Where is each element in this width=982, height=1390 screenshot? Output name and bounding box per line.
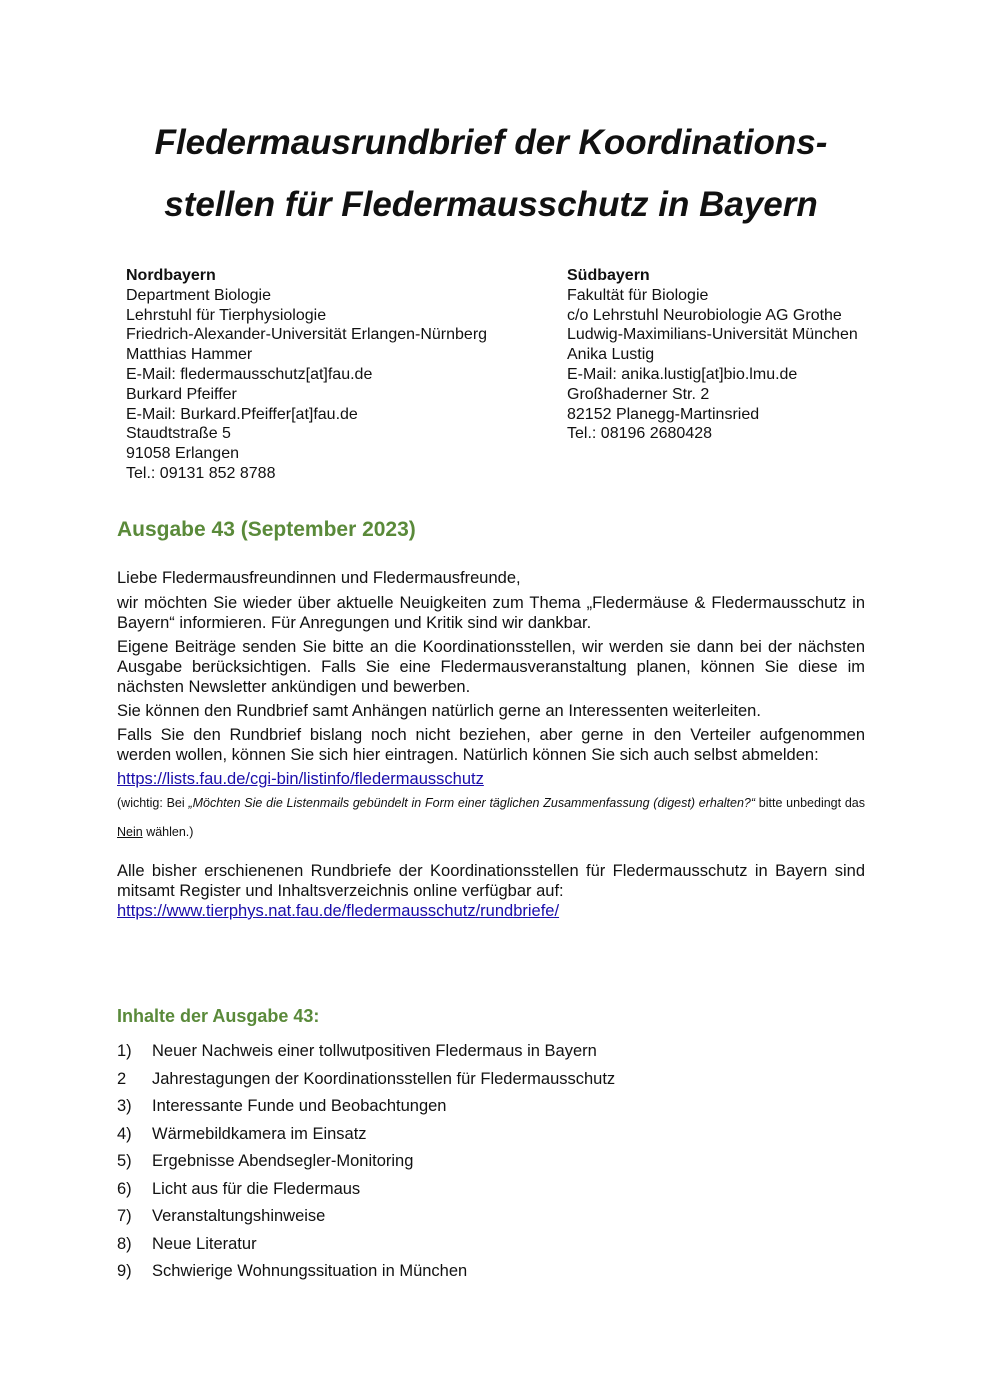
item-text: Schwierige Wohnungssituation in München bbox=[152, 1262, 468, 1280]
archive-link[interactable]: https://www.tierphys.nat.fau.de/fledermausschutz/rundbriefe/ bbox=[117, 902, 560, 920]
item-number: 2 bbox=[117, 1069, 127, 1088]
list-item bbox=[117, 1038, 877, 1066]
archive-paragraph: Alle bisher erschienenen Rundbriefe der Koordinationsstellen für Fledermausschutz in Bayern sind mitsamt Register und Inhaltsverzeichnis online verfügbar auf: bbox=[117, 862, 865, 900]
contents-heading: Inhalte der Ausgabe 43: bbox=[117, 1006, 320, 1026]
document-title bbox=[0, 112, 982, 236]
list-item bbox=[117, 1093, 877, 1121]
list-item bbox=[117, 1176, 877, 1204]
item-text: Jahrestagungen der Koordinationsstellen für Fledermausschutz bbox=[152, 1069, 616, 1088]
address-suedbayern bbox=[567, 266, 957, 444]
issue-heading: Ausgabe 43 (September 2023) bbox=[117, 518, 416, 541]
item-number: 8) bbox=[117, 1234, 132, 1253]
intro-paragraph: wir möchten Sie wieder über aktuelle Neuigkeiten zum Thema „Fledermäuse & Fledermausschutz in Bayern“ informieren. Für Anregungen und Kritik sind wir dankbar. bbox=[117, 594, 865, 632]
address-line: Lehrstuhl für Tierphysiologie bbox=[126, 306, 327, 324]
address-heading-nord: Nordbayern bbox=[126, 267, 216, 284]
address-line: 91058 Erlangen bbox=[126, 445, 239, 463]
address-heading-sued: Südbayern bbox=[567, 267, 650, 284]
intro-paragraph: Falls Sie den Rundbrief bislang noch nicht beziehen, aber gerne in den Verteiler aufgenommen werden wollen, können Sie sich hier eintragen. Natürlich können Sie sich auch selbst abmelden: bbox=[117, 726, 865, 764]
note-mid: bitte unbedingt das bbox=[755, 796, 866, 810]
address-line: Burkard Pfeiffer bbox=[126, 385, 237, 403]
list-item bbox=[117, 1148, 877, 1176]
note-italic: „Möchten Sie die Listenmails gebündelt in Form einer täglichen Zusammenfassung (digest) erhalten?“ bbox=[188, 796, 756, 810]
title-line-2: stellen für Fledermausschutz in Bayern bbox=[164, 185, 818, 224]
item-text: Veranstaltungshinweise bbox=[152, 1207, 326, 1225]
mailing-list-link[interactable]: https://lists.fau.de/cgi-bin/listinfo/fledermausschutz bbox=[117, 770, 484, 788]
item-text: Neue Literatur bbox=[152, 1234, 257, 1253]
address-line: E-Mail: Burkard.Pfeiffer[at]fau.de bbox=[126, 405, 358, 423]
address-line: Anika Lustig bbox=[567, 346, 655, 364]
list-item bbox=[117, 1231, 877, 1259]
item-text: Wärmebildkamera im Einsatz bbox=[152, 1124, 367, 1143]
intro-paragraph: Sie können den Rundbrief samt Anhängen natürlich gerne an Interessenten weiterleiten. bbox=[117, 702, 761, 720]
address-line: Fakultät für Biologie bbox=[567, 286, 709, 304]
address-line: c/o Lehrstuhl Neurobiologie AG Grothe bbox=[567, 306, 842, 324]
address-line: Staudtstraße 5 bbox=[126, 425, 231, 443]
item-text: Neuer Nachweis einer tollwutpositiven Fledermaus in Bayern bbox=[152, 1042, 597, 1060]
item-text: Licht aus für die Fledermaus bbox=[152, 1179, 361, 1198]
item-number: 1) bbox=[117, 1042, 132, 1060]
intro-section bbox=[117, 568, 865, 921]
address-line: Tel.: 09131 852 8788 bbox=[126, 464, 276, 482]
address-line: Ludwig-Maximilians-Universität München bbox=[567, 326, 858, 344]
title-line-1: Fledermausrundbrief der Koordinations- bbox=[154, 123, 828, 162]
address-line: 82152 Planegg-Martinsried bbox=[567, 405, 760, 423]
address-line: E-Mail: fledermausschutz[at]fau.de bbox=[126, 365, 373, 383]
address-nordbayern bbox=[126, 266, 546, 484]
list-item bbox=[117, 1203, 877, 1231]
greeting: Liebe Fledermausfreundinnen und Fledermausfreunde, bbox=[117, 569, 521, 587]
list-item bbox=[117, 1258, 877, 1286]
item-number: 3) bbox=[117, 1097, 132, 1115]
address-line: Friedrich-Alexander-Universität Erlangen-Nürnberg bbox=[126, 326, 488, 344]
item-number: 4) bbox=[117, 1124, 132, 1143]
list-item bbox=[117, 1066, 877, 1094]
note-nein: Nein bbox=[117, 825, 143, 839]
address-line: E-Mail: anika.lustig[at]bio.lmu.de bbox=[567, 365, 798, 383]
item-number: 6) bbox=[117, 1179, 132, 1198]
address-line: Matthias Hammer bbox=[126, 346, 253, 364]
list-item bbox=[117, 1121, 877, 1149]
note-prefix: (wichtig: Bei bbox=[117, 796, 189, 810]
intro-paragraph: Eigene Beiträge senden Sie bitte an die Koordinationsstellen, wir werden sie dann bei der nächsten Ausgabe berücksichtigen. Falls Sie eine Fledermausveranstaltung planen, können Sie diese im nächsten Newsletter ankündigen und bewerben. bbox=[117, 638, 865, 696]
address-line: Tel.: 08196 2680428 bbox=[567, 425, 713, 443]
item-text: Ergebnisse Abendsegler-Monitoring bbox=[152, 1152, 414, 1170]
item-text: Interessante Funde und Beobachtungen bbox=[152, 1097, 447, 1115]
digest-note bbox=[117, 789, 865, 847]
item-number: 9) bbox=[117, 1262, 132, 1280]
address-line: Großhaderner Str. 2 bbox=[567, 385, 710, 403]
contents-list bbox=[117, 1038, 877, 1286]
note-suffix: wählen.) bbox=[142, 825, 194, 839]
address-line: Department Biologie bbox=[126, 286, 271, 304]
item-number: 7) bbox=[117, 1207, 132, 1225]
item-number: 5) bbox=[117, 1152, 132, 1170]
